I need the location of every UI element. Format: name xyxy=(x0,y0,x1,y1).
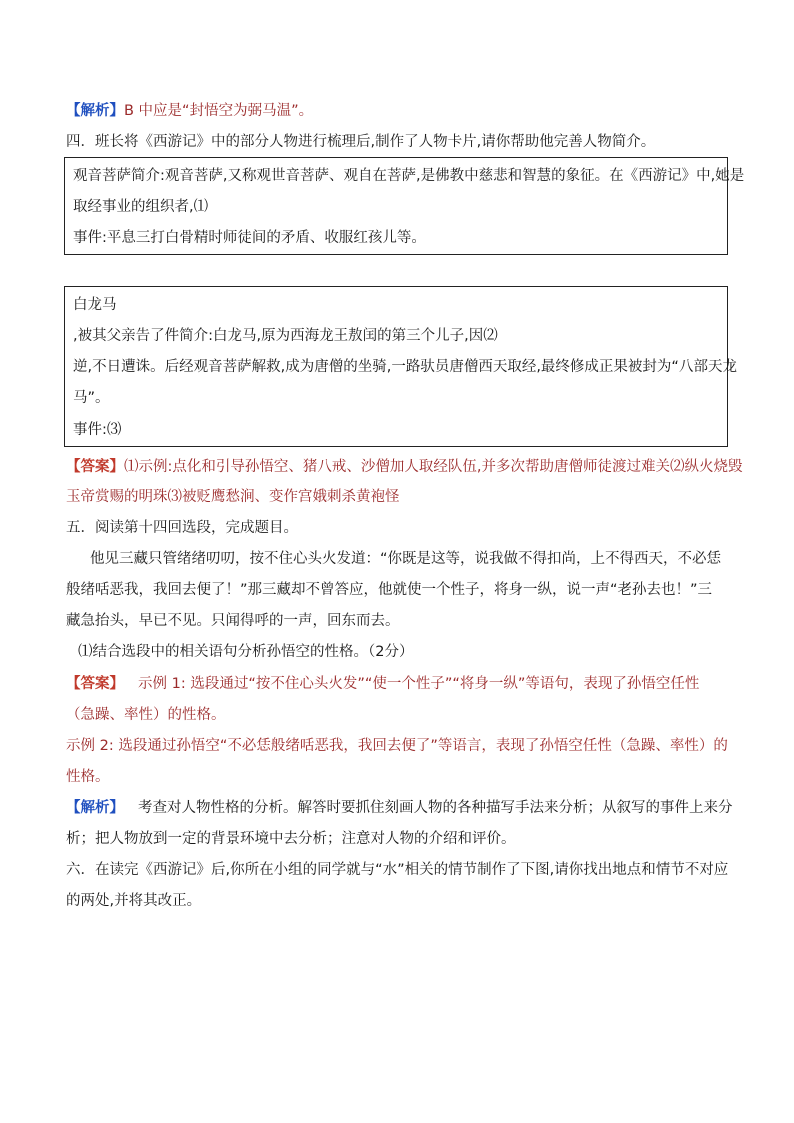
q4-answer-line1: 【答案】⑴示例:点化和引导孙悟空、猪八戒、沙僧加人取经队伍,并多次帮助唐僧师徒渡过难关⑵纵火烧毁 xyxy=(66,459,743,475)
q4-answer-line2: 玉帝赏赐的明珠⑶被贬鹰愁涧、变作宫娥刺杀黄袍怪 xyxy=(66,489,400,505)
analysis-tag: 【解析】 xyxy=(66,800,124,816)
answer-tag: 【答案】 xyxy=(66,676,124,692)
card2-line3: 逆,不日遭诛。后经观音菩萨解救,成为唐僧的坐骑,一路驮员唐僧西天取经,最终修成正果被封为“八部天龙 xyxy=(73,359,737,375)
q5-answer-line4: 性格。 xyxy=(66,769,110,785)
q5-passage-line2: 般绪咶恶我，我回去便了！”那三藏却不曾答应，他就使一个性子，将身一纵，说一声“老孙去也！”三 xyxy=(66,582,713,598)
answer-tag: 【答案】 xyxy=(66,459,124,475)
q5-sub1: ⑴结合选段中的相关语句分析孙悟空的性格。（2分） xyxy=(78,644,414,660)
card1-line2: 取经事业的组织者,⑴ xyxy=(73,199,209,215)
card2-line4: 马”。 xyxy=(73,390,110,406)
q5-analysis-line2: 析；把人物放到一定的背景环境中去分析；注意对人物的介绍和评价。 xyxy=(66,831,516,847)
card2-line5: 事件:⑶ xyxy=(73,422,122,438)
analysis-text: B 中应是“封悟空为弼马温”。 xyxy=(124,103,314,119)
card1-line3: 事件:平息三打白骨精时师徒间的矛盾、收服红孩儿等。 xyxy=(73,230,426,246)
character-card-guanyin xyxy=(64,157,745,255)
q5-answer-line1: 【答案】 示例 1: 选段通过“按不住心头火发”“使一个性子”“将身一纵”等语句，表现了孙悟空任性 xyxy=(66,676,700,692)
q3-analysis xyxy=(66,101,730,121)
q6-stem-line1: 六．在读完《西游记》后,你所在小组的同学就与“水”相关的情节制作了下图,请你找出地点和情节不对应 xyxy=(66,862,729,878)
character-card-white-dragon-horse xyxy=(64,286,737,447)
q6-stem-line2: 的两处,并将其改正。 xyxy=(66,893,202,909)
q5-answer-line2: （急躁、率性）的性格。 xyxy=(66,707,226,723)
q5-passage-line1: 他见三藏只管绪绪叨叨，按不住心头火发道：“你既是这等，说我做不得扣尚，上不得西天，不必恁 xyxy=(90,551,722,567)
q5-answer-line3: 示例 2: 选段通过孙悟空“不必恁般绪咶恶我，我回去便了”等语言，表现了孙悟空任性（急躁、率性）的 xyxy=(66,738,728,754)
q5-stem: 五．阅读第十四回选段，完成题目。 xyxy=(66,520,298,536)
card2-line1: 白龙马 xyxy=(73,297,117,313)
q4-stem: 四．班长将《西游记》中的部分人物进行梳理后,制作了人物卡片,请你帮助他完善人物简介。 xyxy=(66,134,656,150)
card1-line1: 观音菩萨简介:观音菩萨,又称观世音菩萨、观自在菩萨,是佛教中慈悲和智慧的象征。在《西游记》中,她是 xyxy=(73,168,745,184)
card2-line2: ,被其父亲告了件简介:白龙马,原为西海龙王敖闰的第三个儿子,因⑵ xyxy=(73,328,498,344)
q5-analysis-line1: 【解析】 考查对人物性格的分析。解答时要抓住刻画人物的各种描写手法来分析；从叙写的事件上来分 xyxy=(66,800,733,816)
analysis-tag: 【解析】 xyxy=(66,103,124,119)
q5-passage-line3: 藏急抬头，早已不见。只闻得呼的一声，回东而去。 xyxy=(66,613,400,629)
